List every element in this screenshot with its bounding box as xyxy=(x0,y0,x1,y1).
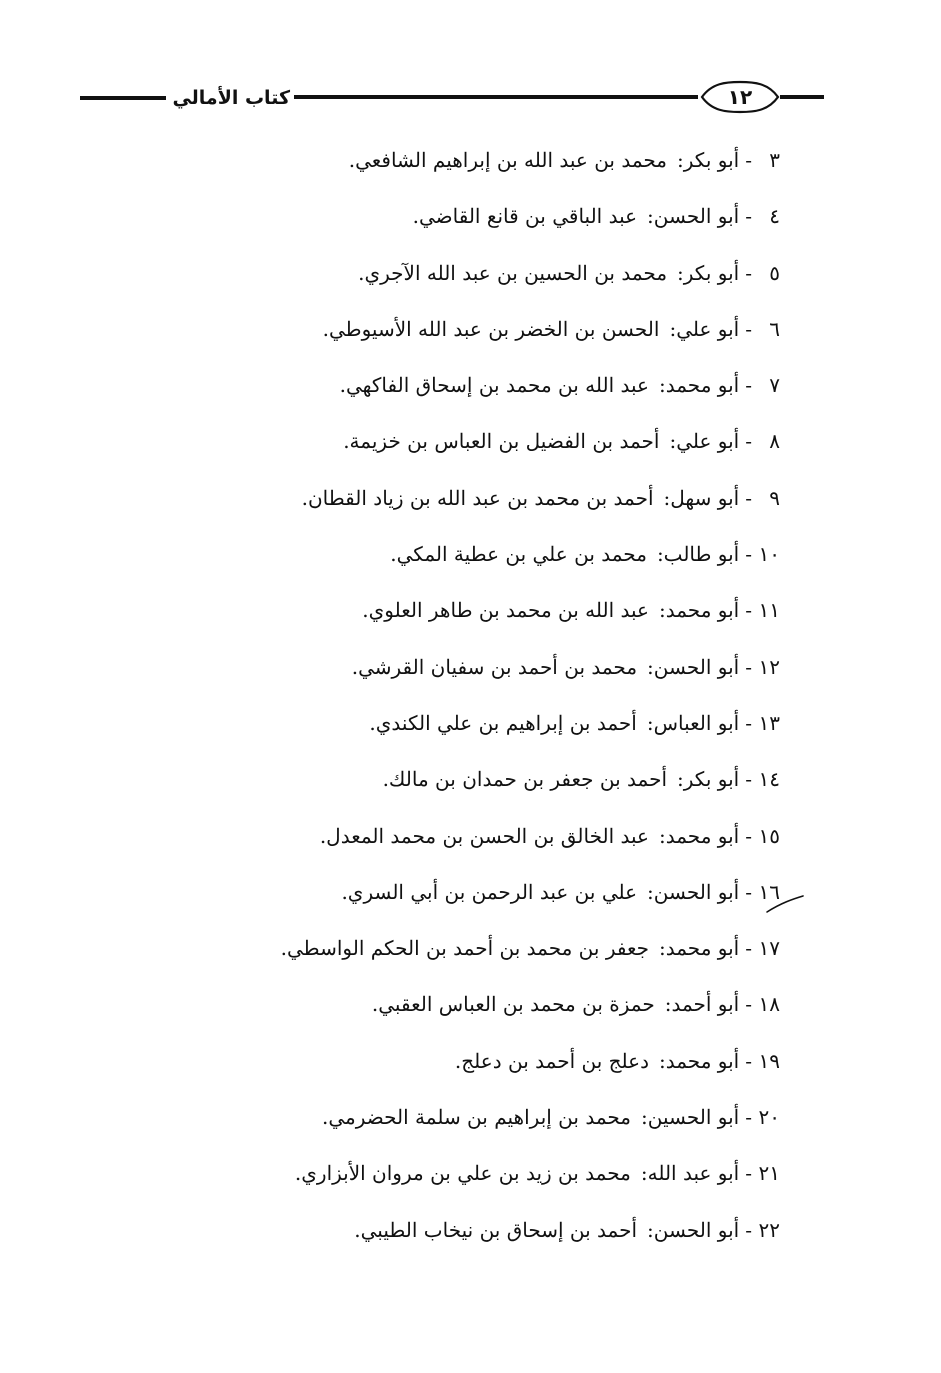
entry-kunya: أبو طالب: xyxy=(656,542,740,567)
entry-kunya: أبو سهل: xyxy=(663,485,740,510)
entry-separator: - xyxy=(745,485,752,510)
list-item xyxy=(150,920,780,976)
entry-name: محمد بن الحسين بن عبد الله الآجري. xyxy=(358,260,668,285)
running-title xyxy=(80,84,290,112)
title-rule xyxy=(80,96,166,100)
entry-name: محمد بن إبراهيم بن سلمة الحضرمي. xyxy=(322,1105,632,1130)
entry-kunya: أبو بكر: xyxy=(677,260,740,285)
entry-number: ١١ xyxy=(758,598,780,623)
list-item xyxy=(150,132,780,188)
entry-number: ٧ xyxy=(769,373,780,398)
entry-separator: - xyxy=(745,936,752,961)
entry-separator: - xyxy=(745,1048,752,1073)
entry-separator: - xyxy=(745,654,752,679)
entry-name: محمد بن زيد بن علي بن مروان الأبزاري. xyxy=(294,1161,631,1186)
entry-kunya: أبو محمد: xyxy=(659,373,740,398)
entry-separator: - xyxy=(745,542,752,567)
entry-kunya: أبو محمد: xyxy=(659,1048,740,1073)
entry-kunya: أبو علي: xyxy=(669,316,740,341)
list-item xyxy=(150,1033,780,1089)
entry-number: ١٠ xyxy=(758,542,780,567)
entry-number: ١٣ xyxy=(758,710,780,735)
list-item xyxy=(150,301,780,357)
entry-name: الحسن بن الخضر بن عبد الله الأسيوطي. xyxy=(322,316,660,341)
list-item xyxy=(150,976,780,1032)
entry-name: محمد بن عبد الله بن إبراهيم الشافعي. xyxy=(348,148,668,172)
entry-kunya: أبو أحمد: xyxy=(664,992,740,1017)
entry-number: ٦ xyxy=(769,316,780,341)
entry-name: أحمد بن إسحاق بن نيخاب الطيبي. xyxy=(354,1217,638,1242)
entry-name: علي بن عبد الرحمن بن أبي السري. xyxy=(341,879,638,904)
entry-separator: - xyxy=(745,204,752,229)
entry-separator: - xyxy=(745,767,752,792)
entry-kunya: أبو الحسن: xyxy=(647,204,740,229)
entry-separator: - xyxy=(745,1105,752,1130)
entry-name: أحمد بن إبراهيم بن علي الكندي. xyxy=(369,710,637,735)
entry-number: ١٢ xyxy=(758,654,780,679)
list-item xyxy=(150,413,780,469)
entry-kunya: أبو العباس: xyxy=(646,710,740,735)
entry-number: ٨ xyxy=(769,429,780,454)
entry-kunya: أبو الحسن: xyxy=(647,879,740,904)
entry-kunya: أبو محمد: xyxy=(659,936,740,961)
entry-number: ٤ xyxy=(769,204,780,229)
entry-kunya: أبو محمد: xyxy=(659,823,740,848)
list-item xyxy=(150,526,780,582)
entry-kunya: أبو الحسين: xyxy=(641,1105,740,1130)
list-item xyxy=(150,1145,780,1201)
entry-separator: - xyxy=(745,598,752,623)
book-title: كتاب الأمالي xyxy=(172,87,290,109)
list-item xyxy=(150,1089,780,1145)
entry-kunya: أبو بكر: xyxy=(677,767,740,792)
list-item xyxy=(150,245,780,301)
entry-name: جعفر بن محمد بن أحمد بن الحكم الواسطي. xyxy=(280,936,649,961)
page-number: ١٢ xyxy=(727,85,753,109)
entry-name: أحمد بن محمد بن عبد الله بن زياد القطان. xyxy=(301,485,654,510)
entry-separator: - xyxy=(745,710,752,735)
entry-name: محمد بن أحمد بن سفيان القرشي. xyxy=(351,654,638,679)
list-item xyxy=(150,695,780,751)
entry-separator: - xyxy=(745,260,752,285)
entry-separator: - xyxy=(745,879,752,904)
entry-name: أحمد بن جعفر بن حمدان بن مالك. xyxy=(382,767,668,792)
entry-separator: - xyxy=(745,148,752,172)
list-item xyxy=(150,1202,780,1258)
entry-number: ١٦ xyxy=(758,879,780,904)
entry-separator: - xyxy=(745,373,752,398)
entry-separator: - xyxy=(745,823,752,848)
header-rule-end xyxy=(780,95,824,99)
entry-number: ١٧ xyxy=(758,936,780,961)
entry-name: عبد الله بن محمد بن إسحاق الفاكهي. xyxy=(339,373,649,398)
list-item xyxy=(150,188,780,244)
list-item xyxy=(150,639,780,695)
entry-separator: - xyxy=(745,1161,752,1186)
entry-separator: - xyxy=(745,316,752,341)
entry-name: عبد الباقي بن قانع القاضي. xyxy=(412,204,638,229)
narrators-list xyxy=(150,132,780,1258)
entry-separator: - xyxy=(745,1217,752,1242)
list-item xyxy=(150,751,780,807)
entry-name: حمزة بن محمد بن العباس العقبي. xyxy=(371,992,655,1017)
entry-number: ١٤ xyxy=(758,767,780,792)
pen-underline-mark xyxy=(763,893,807,915)
page-header xyxy=(80,72,824,122)
list-item xyxy=(150,864,780,920)
entry-kunya: أبو محمد: xyxy=(659,598,740,623)
entry-number: ١٨ xyxy=(758,992,780,1017)
entry-kunya: أبو علي: xyxy=(669,429,740,454)
list-item xyxy=(150,582,780,638)
entry-kunya: أبو الحسن: xyxy=(647,654,740,679)
entry-name: أحمد بن الفضيل بن العباس بن خزيمة. xyxy=(343,429,660,454)
entry-kunya: أبو الحسن: xyxy=(647,1217,740,1242)
entry-number: ١٩ xyxy=(758,1048,780,1073)
entry-separator: - xyxy=(745,429,752,454)
page-number-badge xyxy=(700,80,780,114)
list-item xyxy=(150,357,780,413)
header-rule xyxy=(294,95,698,99)
list-item xyxy=(150,808,780,864)
entry-name: عبد الخالق بن الحسن بن محمد المعدل. xyxy=(319,823,649,848)
entry-number: ٣ xyxy=(769,148,780,172)
entry-name: عبد الله بن محمد بن طاهر العلوي. xyxy=(362,598,649,623)
entry-kunya: أبو عبد الله: xyxy=(640,1161,740,1186)
entry-separator: - xyxy=(745,992,752,1017)
entry-name: دعلج بن أحمد بن دعلج. xyxy=(454,1048,649,1073)
list-item xyxy=(150,470,780,526)
entry-number: ٢١ xyxy=(758,1161,780,1186)
entry-number: ٩ xyxy=(769,485,780,510)
entry-number: ٢٢ xyxy=(758,1217,780,1242)
entry-kunya: أبو بكر: xyxy=(677,148,740,172)
entry-name: محمد بن علي بن عطية المكي. xyxy=(390,542,647,567)
entry-number: ١٥ xyxy=(758,823,780,848)
entry-number: ٢٠ xyxy=(758,1105,780,1130)
entry-number: ٥ xyxy=(769,260,780,285)
